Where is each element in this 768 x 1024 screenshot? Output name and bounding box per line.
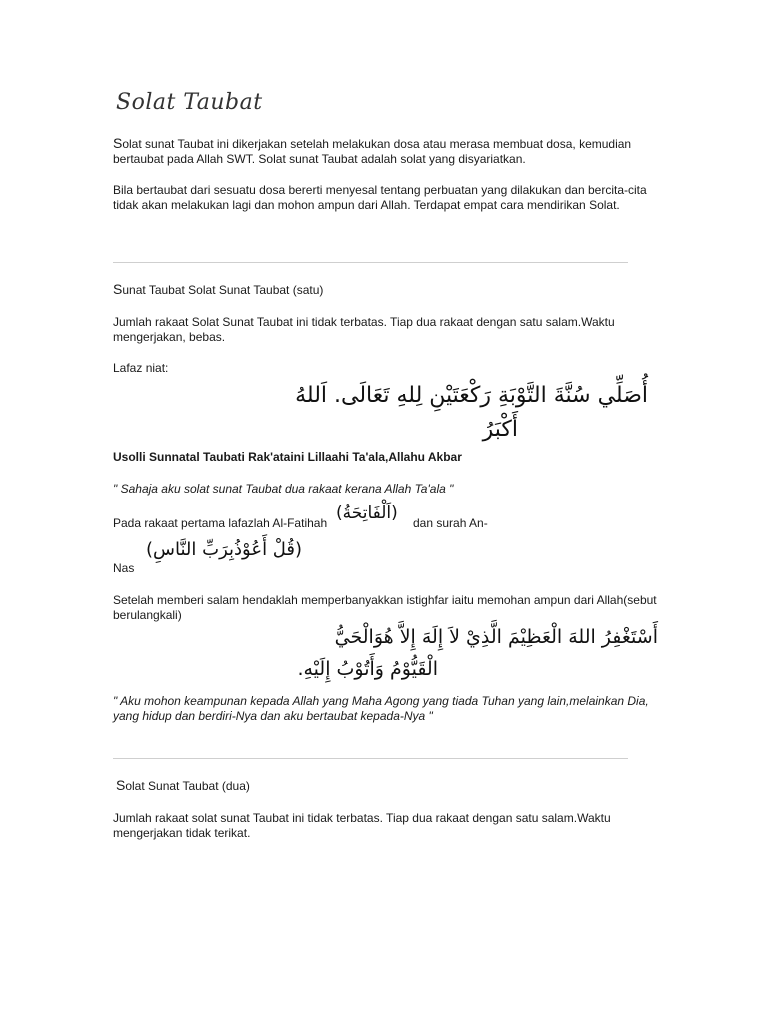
nas-label: Nas [113,561,135,575]
nas-arabic: (قُلْ أَعُوْذُبِرَبِّ النَّاسِ) [146,539,303,560]
niat-arabic-line-2: أَكْبَرُ [482,417,518,442]
intro-paragraph-2: Bila bertaubat dari sesuatu dosa bererti menyesal tentang perbuatan yang dilakukan dan bercita-cita tidak akan melakukan lagi dan mohon ampun dari Allah. Terdapat empat cara mendirikan Solat. [113,183,647,212]
fatihah-arabic: (اَلْفَاتِحَةُ) [336,503,398,523]
fatihah-text-before: Pada rakaat pertama lafazlah Al-Fatihah [113,516,328,530]
fatihah-text [113,516,327,531]
divider [113,758,628,759]
drop-cap: S [113,135,123,151]
fatihah-text-after: dan surah An- [413,516,488,530]
divider [113,262,628,263]
niat-arabic-line-1: أُصَلِّي سُنَّةَ التَّوْبَةِ رَكْعَتَيْنِ لِلهِ تَعَالَى. اَللهُ [295,383,648,408]
niat-latin: Usolli Sunnatal Taubati Rak'ataini Lillaahi Ta'ala,Allahu Akbar [113,450,462,464]
intro-paragraph-1 [113,136,658,167]
section-2-rakaat: Jumlah rakaat solat sunat Taubat ini tidak terbatas. Tiap dua rakaat dengan satu salam.Waktu mengerjakan tidak terikat. [113,811,611,840]
istighfar-arabic-line-2: الْقَيُّوْمُ وَأَتُوْبُ إِلَيْهِ. [297,658,438,680]
section-2-heading-text: olat Sunat Taubat (dua) [125,779,250,793]
section-1-heading-text: unat Taubat Solat Sunat Taubat (satu) [122,283,324,297]
section-1-rakaat: Jumlah rakaat Solat Sunat Taubat ini tidak terbatas. Tiap dua rakaat dengan satu salam.Waktu mengerjakan, bebas. [113,315,615,344]
salam-text: Setelah memberi salam hendaklah memperbanyakkan istighfar iaitu memohan ampun dari Allah(sebut berulangkali) [113,593,657,622]
section-1-heading [113,282,658,298]
drop-cap: S [113,281,123,297]
istighfar-meaning: " Aku mohon keampunan kepada Allah yang Maha Agong yang tiada Tuhan yang lain,melainkan Dia, yang hidup dan berdiri-Nya dan aku bertaubat kepada-Nya " [113,694,649,723]
niat-meaning: " Sahaja aku solat sunat Taubat dua rakaat kerana Allah Ta'ala " [113,482,454,496]
istighfar-arabic-line-1: أَسْتَغْفِرُ اللهَ الْعَظِيْمَ الَّذِيْ لاَ إِلَهَ إِلاَّ هُوَالْحَيُّ [334,626,658,648]
intro-paragraph-1-text: olat sunat Taubat ini dikerjakan setelah melakukan dosa atau merasa membuat dosa, kemudian bertaubat pada Allah SWT. Solat sunat Taubat adalah solat yang disyariatkan. [113,137,632,166]
drop-cap: S [116,777,126,793]
section-2-heading [116,778,661,794]
page-title: Solat Taubat [116,90,263,115]
lafaz-label: Lafaz niat: [113,361,169,375]
